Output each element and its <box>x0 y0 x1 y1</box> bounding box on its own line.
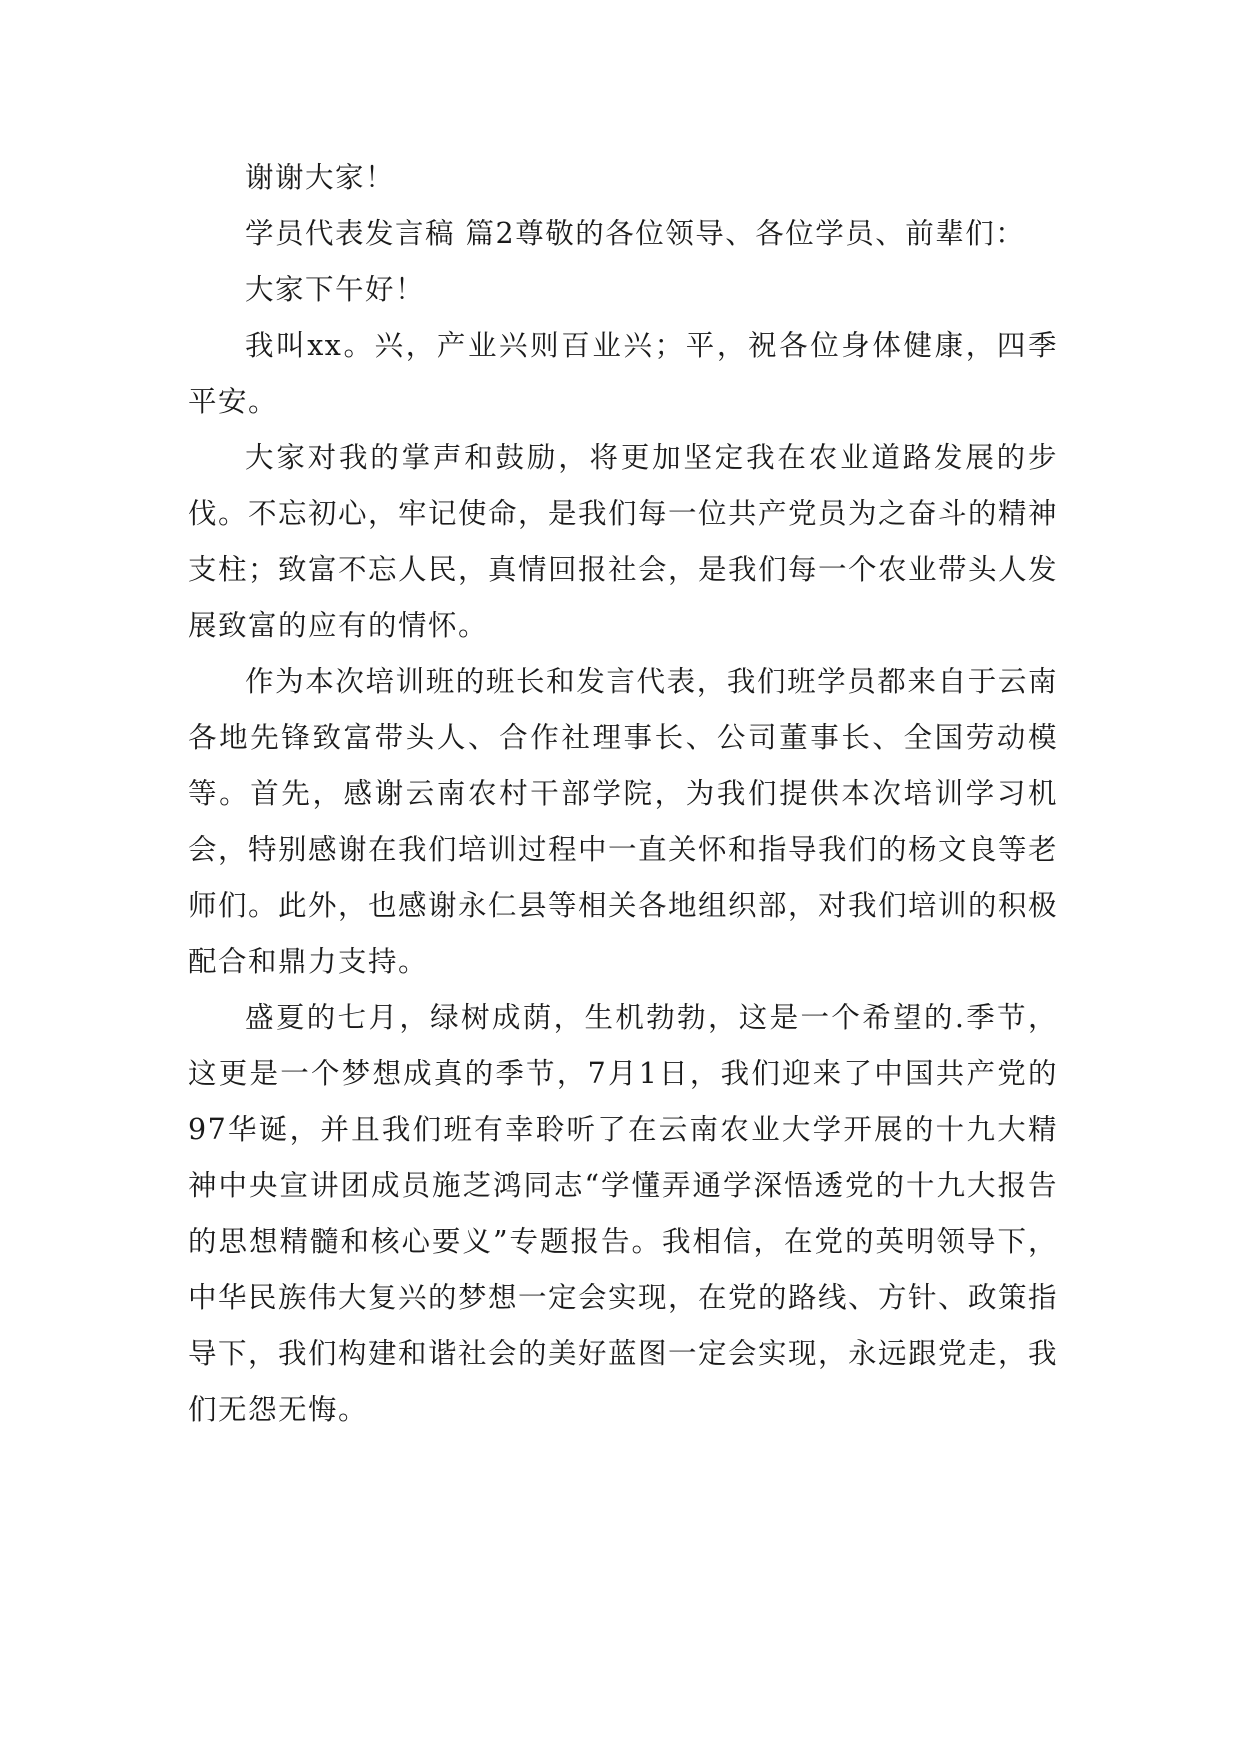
paragraph-thanks: 谢谢大家！ <box>245 161 396 194</box>
paragraph-speech-heading: 学员代表发言稿 篇2尊敬的各位领导、各位学员、前辈们： <box>245 217 1026 250</box>
document-body <box>188 150 1058 1438</box>
paragraph-encouragement: 大家对我的掌声和鼓励，将更加坚定我在农业道路发展的步伐。不忘初心，牢记使命，是我们每一位共产党员为之奋斗的精神支柱；致富不忘人民，真情回报社会，是我们每一个农业带头人发展致富的应有的情怀。 <box>188 441 1059 642</box>
paragraph-july-report: 盛夏的七月，绿树成荫，生机勃勃，这是一个希望的.季节，这更是一个梦想成真的季节，7月1日，我们迎来了中国共产党的97华诞，并且我们班有幸聆听了在云南农业大学开展的十九大精神中央宣讲团成员施芝鸿同志“学懂弄通学深悟透党的十九大报告的思想精髓和核心要义”专题报告。我相信，在党的英明领导下，中华民族伟大复兴的梦想一定会实现，在党的路线、方针、政策指导下，我们构建和谐社会的美好蓝图一定会实现，永远跟党走，我们无怨无悔。 <box>188 1001 1059 1426</box>
paragraph-gratitude: 作为本次培训班的班长和发言代表，我们班学员都来自于云南各地先锋致富带头人、合作社理事长、公司董事长、全国劳动模等。首先，感谢云南农村干部学院，为我们提供本次培训学习机会，特别感谢在我们培训过程中一直关怀和指导我们的杨文良等老师们。此外，也感谢永仁县等相关各地组织部，对我们培训的积极配合和鼎力支持。 <box>188 665 1059 978</box>
paragraph-greeting: 大家下午好！ <box>245 273 426 306</box>
paragraph-introduction: 我叫xx。兴，产业兴则百业兴；平，祝各位身体健康，四季平安。 <box>188 329 1058 418</box>
